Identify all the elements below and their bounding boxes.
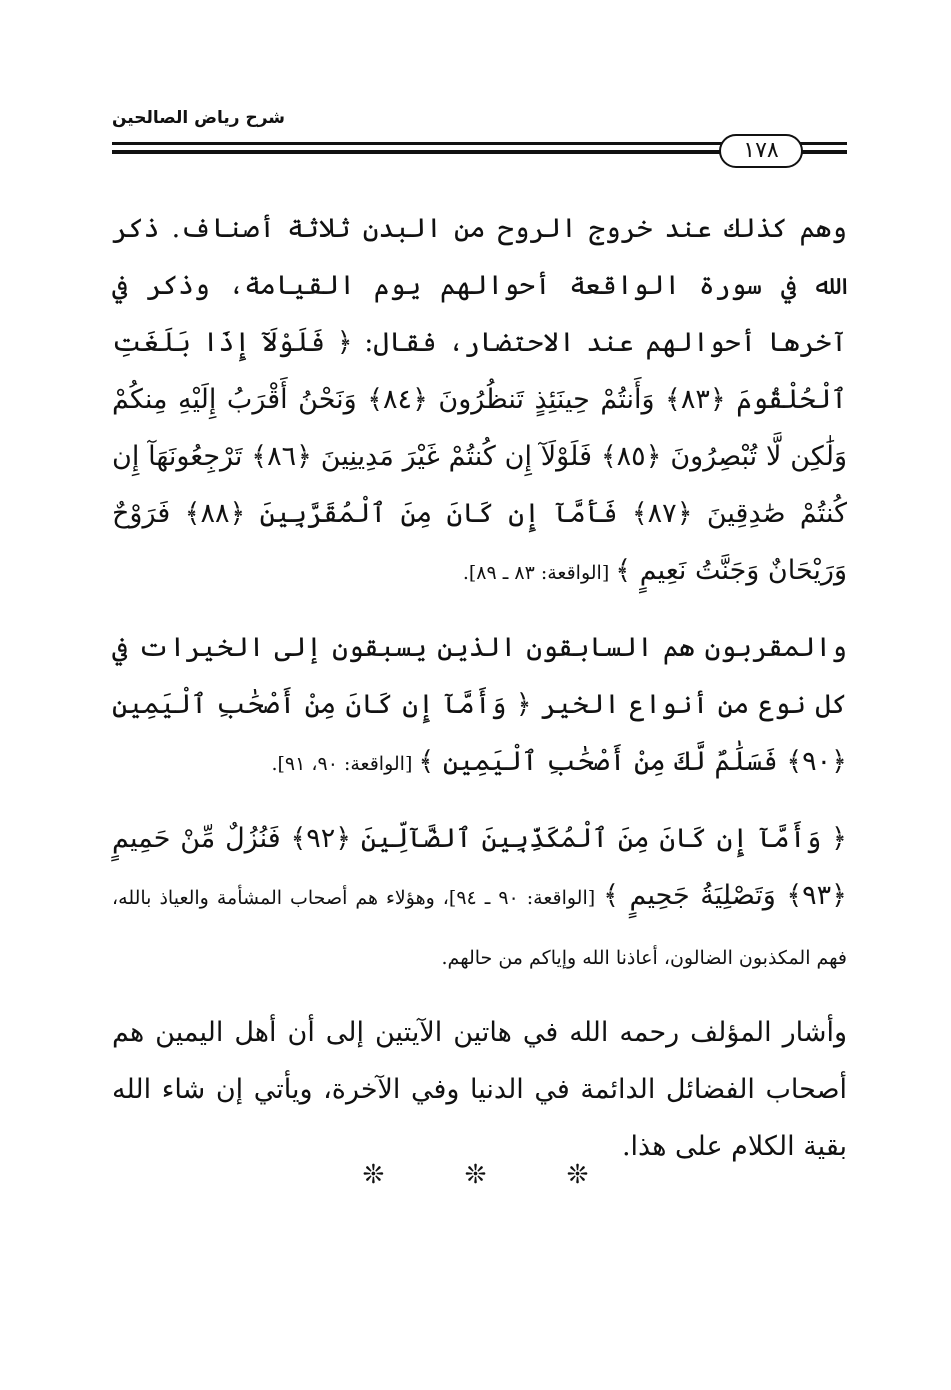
running-title: شرح رياض الصالحين (112, 108, 286, 128)
verse-reference-2: [الواقعة: ٩٠، ٩١]. (271, 753, 419, 775)
paragraph-1-text: وهم كذلك عند خروج الروح من البدن ثلاثة أصناف. ذكر الله في سورة الواقعة أحوالهم يوم القيامة، وذكر في آخرها أحوالهم عند الاحتضار، فقال: (112, 213, 847, 358)
quran-verse-1: ﴿ فَلَوْلَآ إِذَا بَلَغَتِ ٱلْحُلْقُومَ ﴿٨٣﴾ وَأَنتُمْ حِينَئِذٍ تَنظُرُونَ ﴿٨٤﴾ وَنَحْنُ أَقْرَبُ إِلَيْهِ مِنكُمْ وَلَٰكِن لَّا تُبْصِرُونَ ﴿٨٥﴾ فَلَوْلَآ إِن كُنتُمْ غَيْرَ مَدِينِينَ ﴿٨٦﴾ تَرْجِعُونَهَآ إِن كُنتُمْ صَٰدِقِينَ ﴿٨٧﴾ فَأَمَّآ إِن كَانَ مِنَ ٱلْمُقَرَّبِينَ ﴿٨٨﴾ فَرَوْحٌ وَرَيْحَانٌ وَجَنَّتُ نَعِيمٍ ﴾ (112, 327, 848, 586)
paragraph-2-text: والمقربون هم السابقون الذين يسبقون إلى الخيرات في كل نوع من أنواع الخير (112, 632, 847, 720)
separator-star-icon: ❊ (464, 1160, 487, 1190)
main-text (112, 200, 847, 1192)
page-header (112, 108, 847, 164)
paragraph-4-text: وأشار المؤلف رحمه الله في هاتين الآيتين إلى أن أهل اليمين هم أصحاب الفضائل الدائمة في الدنيا وفي الآخرة، ويأتي إن شاء الله بقية الكلام على هذا. (112, 1017, 847, 1162)
verse-reference-3: [الواقعة: ٩٠ ـ ٩٤]، وهؤلاء هم أصحاب المشأمة والعياذ بالله، فهم المكذبون الضالون، أعاذنا الله وإياكم من حالهم. (112, 887, 847, 969)
page-number-badge: ١٧٨ (719, 134, 803, 168)
verse-reference-1: [الواقعة: ٨٣ ـ ٨٩]. (462, 562, 616, 584)
separator-star-icon: ❊ (362, 1160, 385, 1190)
paragraph-1 (112, 200, 847, 602)
quran-verse-2: ﴿ وَأَمَّآ إِن كَانَ مِنْ أَصْحَٰبِ ٱلْيَمِينِ ﴿٩٠﴾ فَسَلَٰمٌ لَّكَ مِنْ أَصْحَٰبِ ٱلْيَمِينِ ﴾ (112, 689, 847, 777)
quran-verse-3: ﴿ وَأَمَّآ إِن كَانَ مِنَ ٱلْمُكَذِّبِينَ ٱلضَّآلِّينَ ﴿٩٢﴾ فَنُزُلٌ مِّنْ حَمِيمٍ ﴿٩٣﴾ وَتَصْلِيَةُ جَحِيمٍ ﴾ (112, 823, 847, 911)
section-separator (0, 1160, 951, 1190)
paragraph-4 (112, 1004, 847, 1175)
paragraph-2 (112, 619, 847, 793)
paragraph-3 (112, 810, 847, 987)
separator-star-icon: ❊ (566, 1160, 589, 1190)
